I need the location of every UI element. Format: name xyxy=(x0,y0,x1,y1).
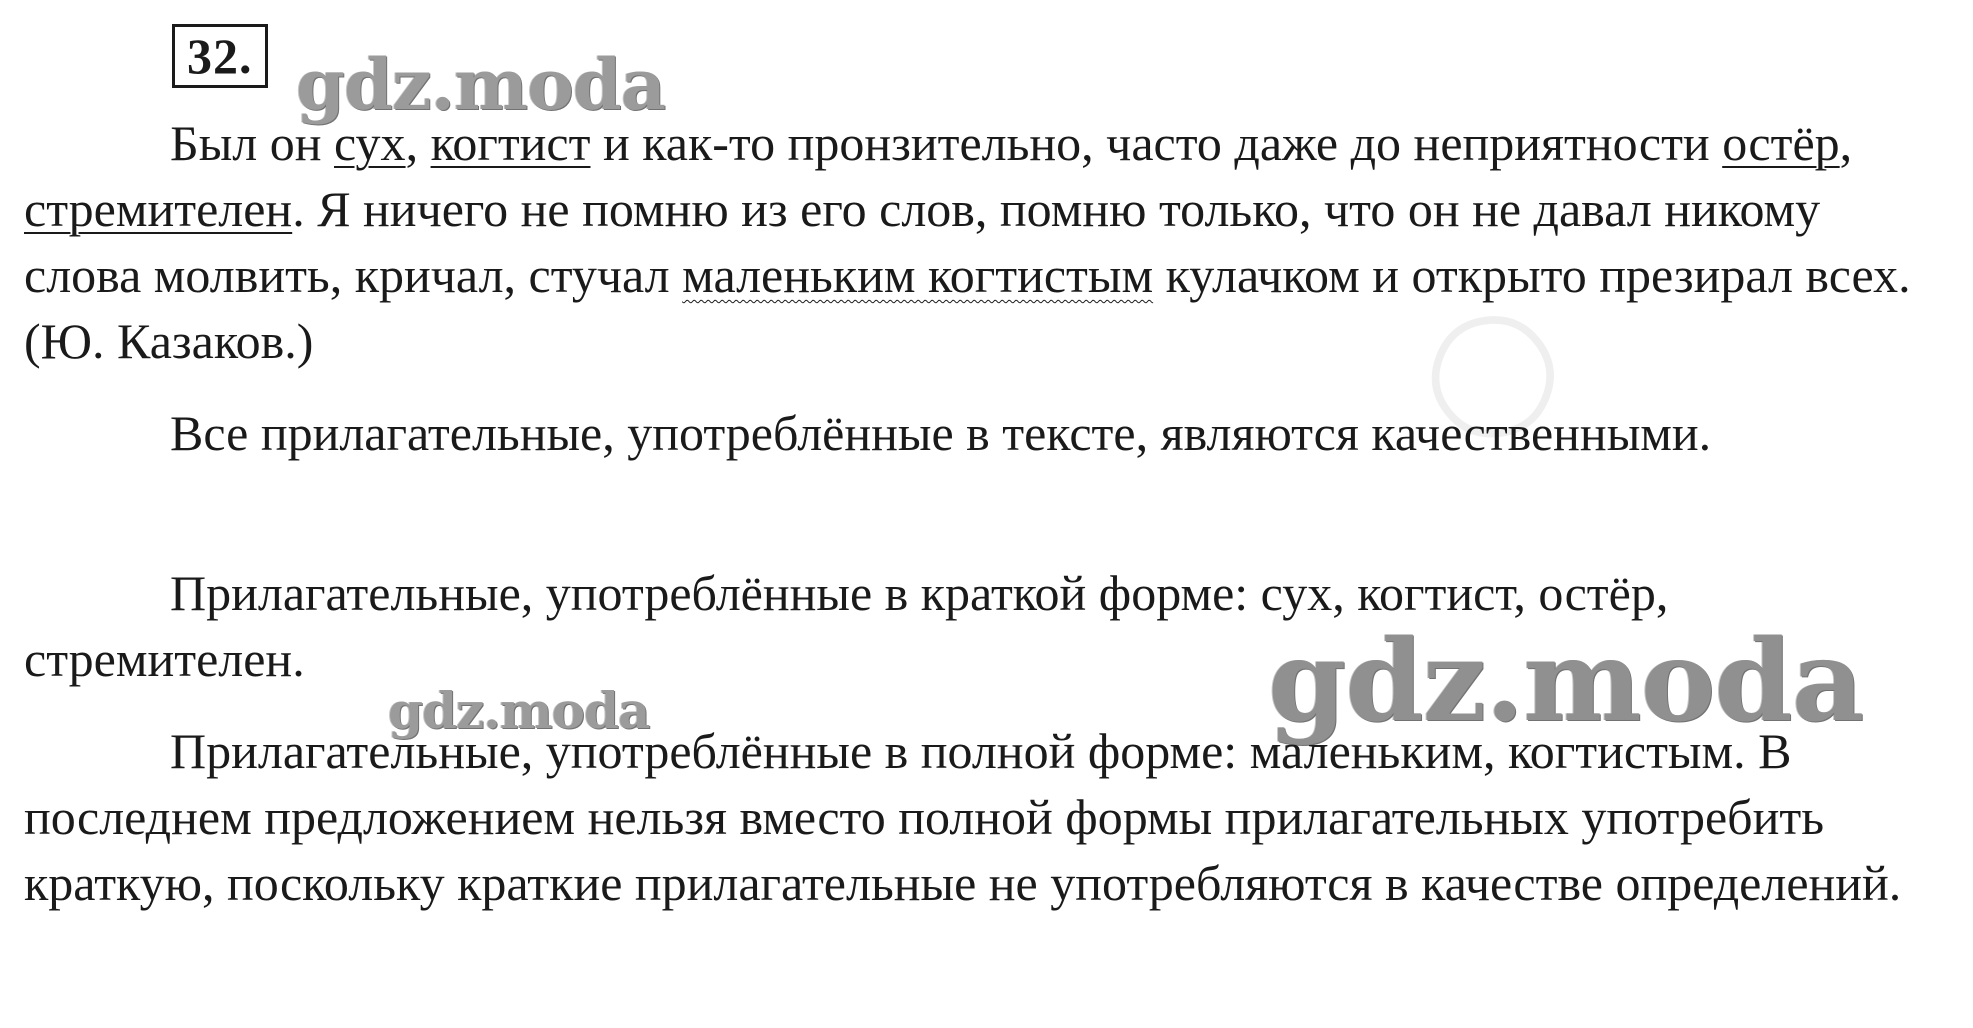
paragraph-text: Все прилагательные, употреблённые в тексте, являются качественными. xyxy=(170,405,1712,461)
answer-paragraph-qualitative xyxy=(24,400,1944,466)
text-segment: и как-то пронзительно, часто даже до неприятности xyxy=(590,115,1723,171)
quoted-text-paragraph xyxy=(24,110,1944,374)
wavy-underlined-phrase: маленьким когтистым xyxy=(682,247,1154,303)
text-segment: Был он xyxy=(170,115,335,171)
task-number-box: 32. xyxy=(172,24,268,88)
watermark-logo-small: gdz.moda xyxy=(388,681,650,740)
text-segment: кулачком и открыто презирал всех. (Ю. Казаков.) xyxy=(24,247,1911,369)
paragraph-text: Прилагательные, употреблённые в краткой форме: сух, когтист, остёр, стремителен. xyxy=(24,565,1669,687)
paragraph-text: Прилагательные, употреблённые в полной форме: маленьким, когтистым. В последнем предложением нельзя вместо полной формы прилагательных употребить краткую, поскольку краткие прилагательные не употребляются в качестве определений. xyxy=(24,723,1902,911)
background-watermark: ◯ xyxy=(1392,274,1582,464)
watermark-logo: gdz.moda xyxy=(296,43,666,126)
underlined-word-kogtist: когтист xyxy=(430,115,591,171)
text-segment: , xyxy=(405,115,431,171)
text-segment: . Я ничего не помню из его слов, помню только, что он не давал никому слова молвить, кричал, стучал xyxy=(24,181,1821,303)
text-segment: , xyxy=(1839,115,1853,171)
underlined-word-sukh: сух xyxy=(334,115,406,171)
watermark-logo-large: gdz.moda xyxy=(1268,616,1864,747)
underlined-word-stremitelen: стремителен xyxy=(24,181,293,237)
answer-paragraph-full-form xyxy=(24,718,1944,916)
underlined-word-ostyor: остёр xyxy=(1722,115,1840,171)
